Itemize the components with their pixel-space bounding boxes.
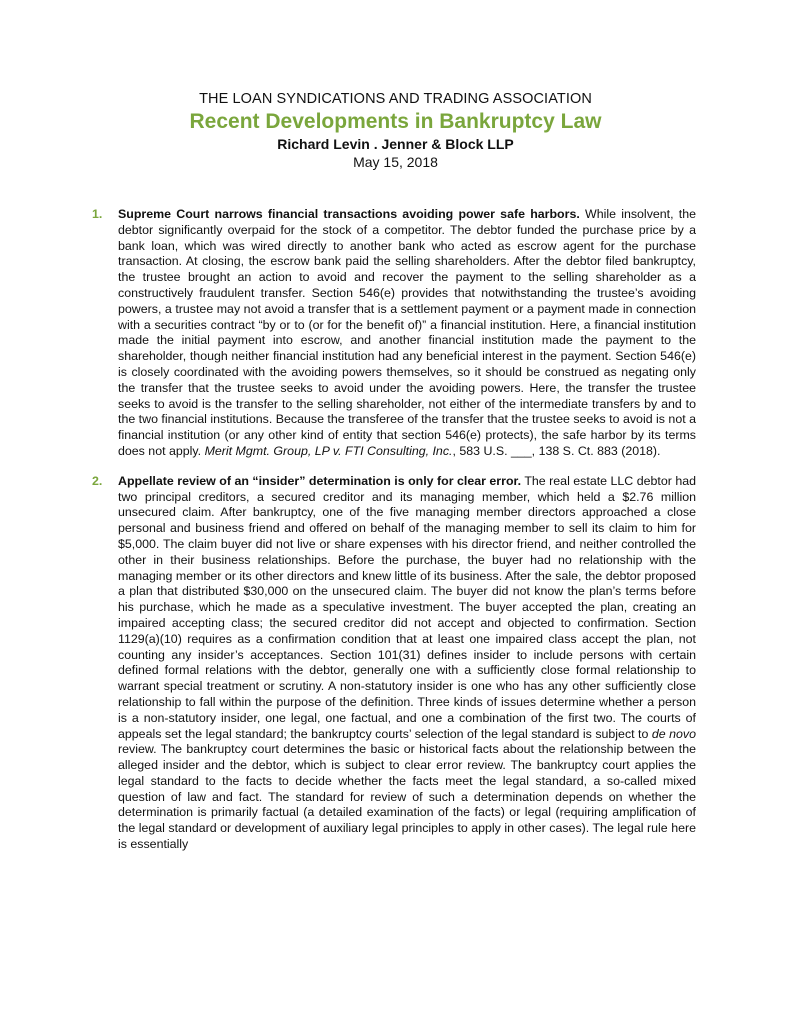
case-name: Merit Mgmt. Group, LP v. FTI Consulting, Inc. — [204, 443, 453, 458]
item-heading: Appellate review of an “insider” determination is only for clear error. — [118, 473, 522, 488]
item-heading: Supreme Court narrows financial transactions avoiding power safe harbors. — [118, 207, 580, 221]
item-number: 2. — [92, 473, 103, 488]
item-body: While insolvent, the debtor significantly overpaid for the stock of a competitor. The debtor funded the purchase price by a bank loan, which was wired directly to another bank who acted as escrow agent for the purchase transaction. At closing, the escrow bank paid the selling shareholders. After the debtor filed bankruptcy, the trustee brought an action to avoid and recover the payment to the selling shareholder as a constructively fraudulent transfer. Section 546(e) provides that notwithstanding the trustee’s avoiding powers, a trustee may not avoid a transfer that is a settlement payment or a payment made in connection with a securities contract “by or to (or for the benefit of)” a financial institution. Here, a financial institution made the initial payment into escrow, and another financial institution made the payment to the shareholder, though neither financial institution had any beneficial interest in the payment. Section 546(e) is closely coordinated with the avoiding powers themselves, so it should be construed as negating only the transfer that the trustee seeks to avoid under the avoiding powers. Here, the transfer the trustee seeks to avoid is the transfer to the selling shareholder, not either of the intermediate transfers by and to the two financial institutions. Because the transferee of the transfer that the trustee seeks to avoid is not a financial institution (or any other kind of entity that section 546(e) protects), the safe harbor by its terms does not apply. — [118, 207, 696, 458]
document-date: May 15, 2018 — [353, 154, 438, 170]
organization-name: THE LOAN SYNDICATIONS AND TRADING ASSOCIATION — [199, 91, 592, 107]
item-number: 1. — [92, 207, 103, 221]
italic-term: de novo — [651, 726, 697, 741]
list-item — [92, 207, 696, 460]
numbered-list — [92, 207, 697, 853]
document-title: Recent Developments in Bankruptcy Law — [189, 110, 602, 133]
document-header — [0, 90, 791, 171]
case-citation: , 583 U.S. ___, 138 S. Ct. 883 (2018). — [452, 443, 661, 458]
list-item — [92, 473, 697, 853]
item-body-continued: review. The bankruptcy court determines the basic or historical facts about the relationship between the alleged insider and the debtor, which is subject to clear error review. The bankruptcy court applies the legal standard to the facts to decide whether the facts meet the legal standard, a so-called mixed question of law and fact. The standard for review of such a determination depends on whether the determination is primarily factual (a detailed examination of the facts) or legal (requiring amplification of the legal standard or development of auxiliary legal principles to apply in other cases). The legal rule here is essentially — [118, 742, 696, 852]
item-body: The real estate LLC debtor had two principal creditors, a secured creditor and its managing member, which held a $2.76 million unsecured claim. After bankruptcy, one of the five managing member directors approached a close personal and business friend and offered on behalf of the managing member to sell its claim to him for $5,000. The claim buyer did not live or share expenses with his director friend, and neither controlled the other in their business relationships. Before the purchase, the buyer had no relationship with the managing member or its other directors and knew little of its business. After the sale, the debtor proposed a plan that distributed $30,000 on the unsecured claim. The buyer did not know the plan’s terms before his purchase, which he made as a speculative investment. The buyer accepted the plan, creating an impaired accepting class; the secured creditor did not accept and objected to confirmation. Section 1129(a)(10) requires as a confirmation condition that at least one impaired class accept the plan, not counting any insider’s acceptances. Section 101(31) defines insider to include persons with certain defined formal relations with the debtor, generally one with a sufficiently close formal relationship to warrant special treatment or scrutiny. A non-statutory insider is one who has any other sufficiently close relationship to fall within the purpose of the definition. Three kinds of issues determine whether a person is a non-statutory insider, one legal, one factual, and one a combination of the first two. The courts of appeals set the legal standard; the bankruptcy courts’ selection of the legal standard is subject to — [118, 473, 696, 741]
author-line: Richard Levin . Jenner & Block LLP — [277, 136, 514, 152]
